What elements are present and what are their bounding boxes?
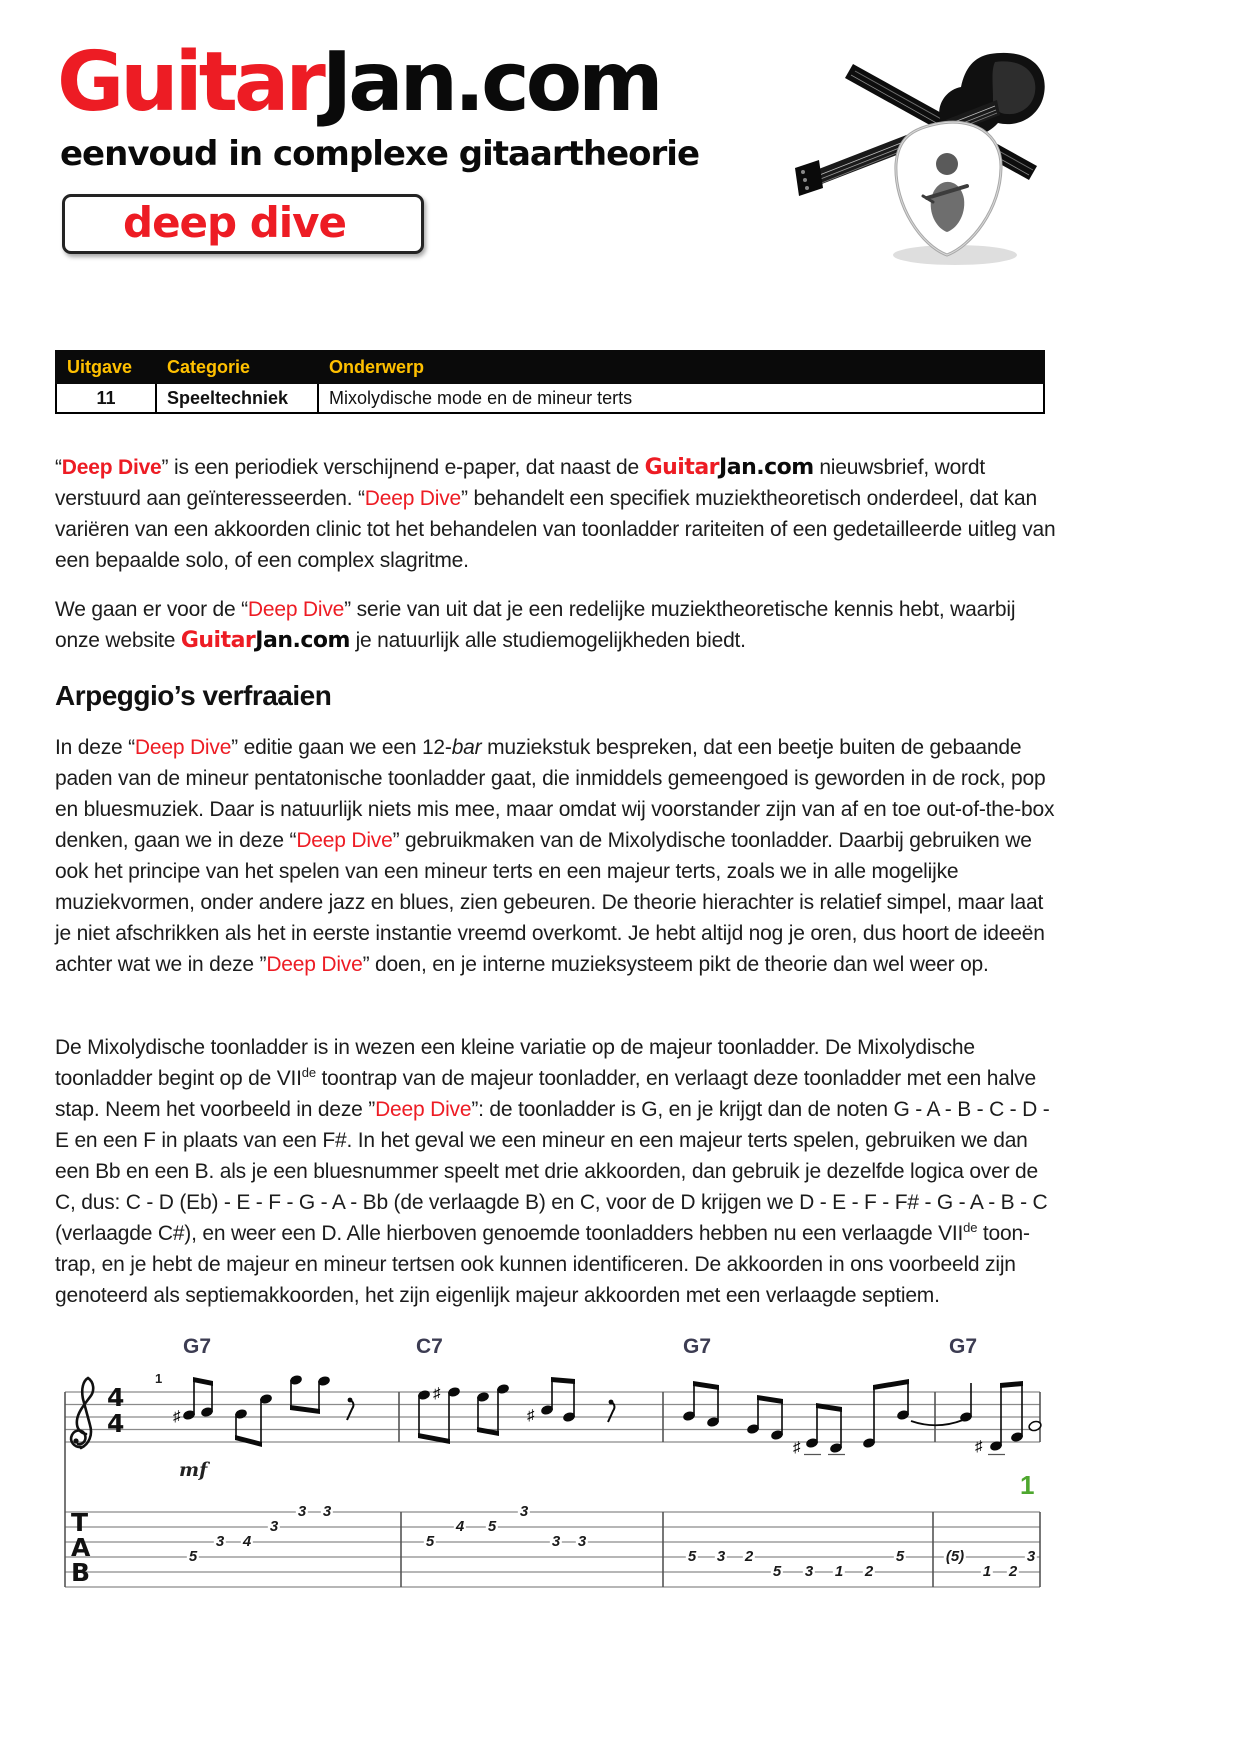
chord-label: G7	[683, 1335, 712, 1358]
svg-text:♯: ♯	[527, 1407, 535, 1424]
deep-dive-mention: Deep Dive	[375, 1098, 472, 1121]
tab-fret-number: 4	[455, 1518, 465, 1535]
tab-fret-number: 3	[215, 1533, 225, 1550]
section-heading: Arpeggio’s verfraaien	[55, 680, 332, 711]
edition-badge	[62, 194, 424, 254]
text-run: je natuurlijk alle studiemogelijkheden biedt.	[349, 629, 746, 652]
text-run: ” gebruikmaken van de Mixolydische toonladder. Daarbij gebruiken we ook het principe van het spelen van een mineur terts en een majeur terts, zoals we in alle mogelijke muziekvormen, onder andere jazz en blues, zien gebeuren. De theorie hierachter is relatief simpel, maar laat je niet afschrikken als het in eerste instantie vreemd overkomt. Je hebt altijd nog je oren, dus hoort de ideeën achter wat we in deze ”	[55, 829, 1045, 976]
logo-jancom: Jan.com	[321, 35, 660, 130]
svg-text:♯: ♯	[433, 1385, 441, 1402]
tab-fret-number: 5	[425, 1533, 435, 1550]
guitar-illustration	[795, 48, 1060, 273]
tab-fret-number: 3	[716, 1548, 726, 1565]
logo-tagline: eenvoud in complexe gitaartheorie	[60, 134, 699, 174]
inline-logo-guitar: Guitar	[180, 628, 256, 653]
tab-fret-number: 5	[687, 1548, 697, 1565]
measure-number: 1	[155, 1371, 163, 1386]
text-run: ” serie van uit dat je een redelijke muziektheoretische kennis hebt, waarbij onze website	[55, 598, 1016, 652]
deep-dive-mention: Deep Dive	[247, 598, 345, 621]
cell-onderwerp: Mixolydische mode en de mineur terts	[318, 383, 1044, 413]
italic-run: bar	[451, 736, 482, 759]
text-run: De Mixolydische toonladder is in wezen een kleine variatie op de majeur toonladder. De Mixolydische toonladder begint op de VII	[55, 1036, 975, 1090]
col-header-uitgave: Uitgave	[56, 351, 156, 383]
svg-text:♯: ♯	[173, 1408, 181, 1425]
tab-fret-number: 3	[1026, 1548, 1036, 1565]
tab-staff-label: T	[71, 1508, 89, 1537]
text-run: In deze “	[55, 736, 135, 759]
guitar-illustration-svg	[795, 48, 1060, 273]
text-run: “	[55, 456, 62, 479]
tab-fret-number: 3	[577, 1533, 587, 1550]
inline-logo-jancom: Jan.com	[719, 455, 814, 480]
intro-paragraph	[55, 452, 1057, 576]
tab-staff-label: B	[71, 1558, 91, 1587]
dynamic-marking: mf	[179, 1459, 208, 1481]
col-header-onderwerp: Onderwerp	[318, 351, 1044, 383]
deep-dive-mention: Deep Dive	[61, 456, 162, 479]
logo-guitar: Guitar	[57, 35, 322, 130]
tab-fret-number: 5	[188, 1548, 198, 1565]
cell-uitgave: 11	[56, 383, 156, 413]
tab-staff-label: A	[71, 1533, 91, 1562]
inline-logo-guitar: Guitar	[644, 455, 720, 480]
table-header-row	[56, 351, 1044, 383]
time-signature-upper: 4	[107, 1383, 125, 1412]
deep-dive-mention: Deep Dive	[296, 829, 393, 852]
tab-fret-number: 5	[772, 1563, 782, 1580]
time-signature-lower: 4	[107, 1409, 125, 1438]
tab-fret-number: 5	[487, 1518, 497, 1535]
tab-fret-number: 2	[744, 1548, 754, 1565]
text-run: We gaan er voor de “	[55, 598, 248, 621]
inline-logo-jancom: Jan.com	[255, 628, 350, 653]
deep-dive-mention: Deep Dive	[266, 953, 363, 976]
site-logo	[57, 35, 660, 130]
text-run: toon-trap, en je hebt de majeur en mineur tertsen ook kunnen identificeren. De akkoorden in ons voorbeeld zijn genoteerd als septiemakkoorden, het zijn eigenlijk majeur akkoorden met een verlaagde septiem.	[55, 1222, 1030, 1307]
tab-fret-number: 2	[864, 1563, 874, 1580]
tab-fret-number: 3	[804, 1563, 814, 1580]
superscript-run: de	[963, 1220, 978, 1235]
issue-info-table	[55, 350, 1045, 414]
mixolydian-paragraph	[55, 1032, 1057, 1311]
tab-fret-number: 3	[519, 1503, 529, 1520]
superscript-run: de	[301, 1065, 316, 1080]
page-number: 1	[1020, 1470, 1035, 1500]
svg-text:♯: ♯	[793, 1439, 801, 1456]
figure-labels	[55, 1325, 1045, 1620]
edition-badge-label: deep dive	[123, 198, 347, 247]
tab-fret-number: 5	[895, 1548, 905, 1565]
text-run: ”: de toonladder is G, en je krijgt dan de noten G - A - B - C - D - E en een F in plaats van een F#. In het geval we een mineur en een majeur terts spelen, gebruiken we dan een Bb en een B. als je een bluesnummer speelt met drie akkoorden, dan gebruik je dezelfde logica over de C, dus: C - D (Eb) - E - F - G - A - Bb (de verlaagde B) en C, voor de D krijgen we D - E - F - F# - G - A - B - C (verlaagde C#), en weer een D. Alle hierboven genoemde toonladders hebben nu een verlaagde VII	[55, 1098, 1050, 1245]
series-paragraph	[55, 594, 1057, 656]
deep-dive-mention: Deep Dive	[364, 487, 462, 510]
arpeggio-paragraph	[55, 732, 1057, 980]
text-run: ” editie gaan we een 12-	[231, 736, 452, 759]
text-run: ” is een periodiek verschijnend e-paper, dat naast de	[161, 456, 645, 479]
chord-label: C7	[416, 1335, 443, 1358]
text-run: nieuwsbrief, wordt verstuurd aan geïnteresseerden. “	[55, 456, 985, 510]
text-run: toontrap van de majeur toonladder, en verlaagt deze toonladder met een halve stap. Neem het voorbeeld in deze ”	[55, 1067, 1036, 1121]
tab-fret-number: 4	[242, 1533, 252, 1550]
tab-fret-number: 3	[297, 1503, 307, 1520]
chord-label: G7	[183, 1335, 212, 1358]
tab-fret-number: 1	[982, 1563, 992, 1580]
table-row	[56, 383, 1044, 413]
col-header-categorie: Categorie	[156, 351, 318, 383]
tab-fret-number: 3	[551, 1533, 561, 1550]
cell-categorie: Speeltechniek	[156, 383, 318, 413]
tab-fret-number: 3	[269, 1518, 279, 1535]
chord-label: G7	[949, 1335, 978, 1358]
svg-text:♯: ♯	[975, 1438, 983, 1455]
tab-fret-number: 3	[322, 1503, 332, 1520]
tab-fret-number: (5)	[945, 1548, 965, 1565]
tab-fret-number: 2	[1008, 1563, 1018, 1580]
deep-dive-mention: Deep Dive	[134, 736, 232, 759]
text-run: muziekstuk bespreken, dat een beetje buiten de gebaande paden van de mineur pentatonische toonladder gaat, die inmiddels gemeengoed is geworden in de rock, pop en bluesmuziek. Daar is natuurlijk niets mis mee, maar omdat wij voorstander zijn van af en toe out-of-the-box denken, gaan we in deze “	[55, 736, 1055, 852]
text-run: ” doen, en je interne muzieksysteem pikt de theorie dan wel weer op.	[362, 953, 989, 976]
music-figure	[55, 1325, 1045, 1620]
text-run: ” behandelt een specifiek muziektheoretisch onderdeel, dat kan variëren van een akkoorden clinic tot het behandelen van toonladder rariteiten of een gedetailleerde uitleg van een bepaalde solo, of een complex slagritme.	[55, 487, 1056, 572]
tab-fret-number: 1	[834, 1563, 844, 1580]
